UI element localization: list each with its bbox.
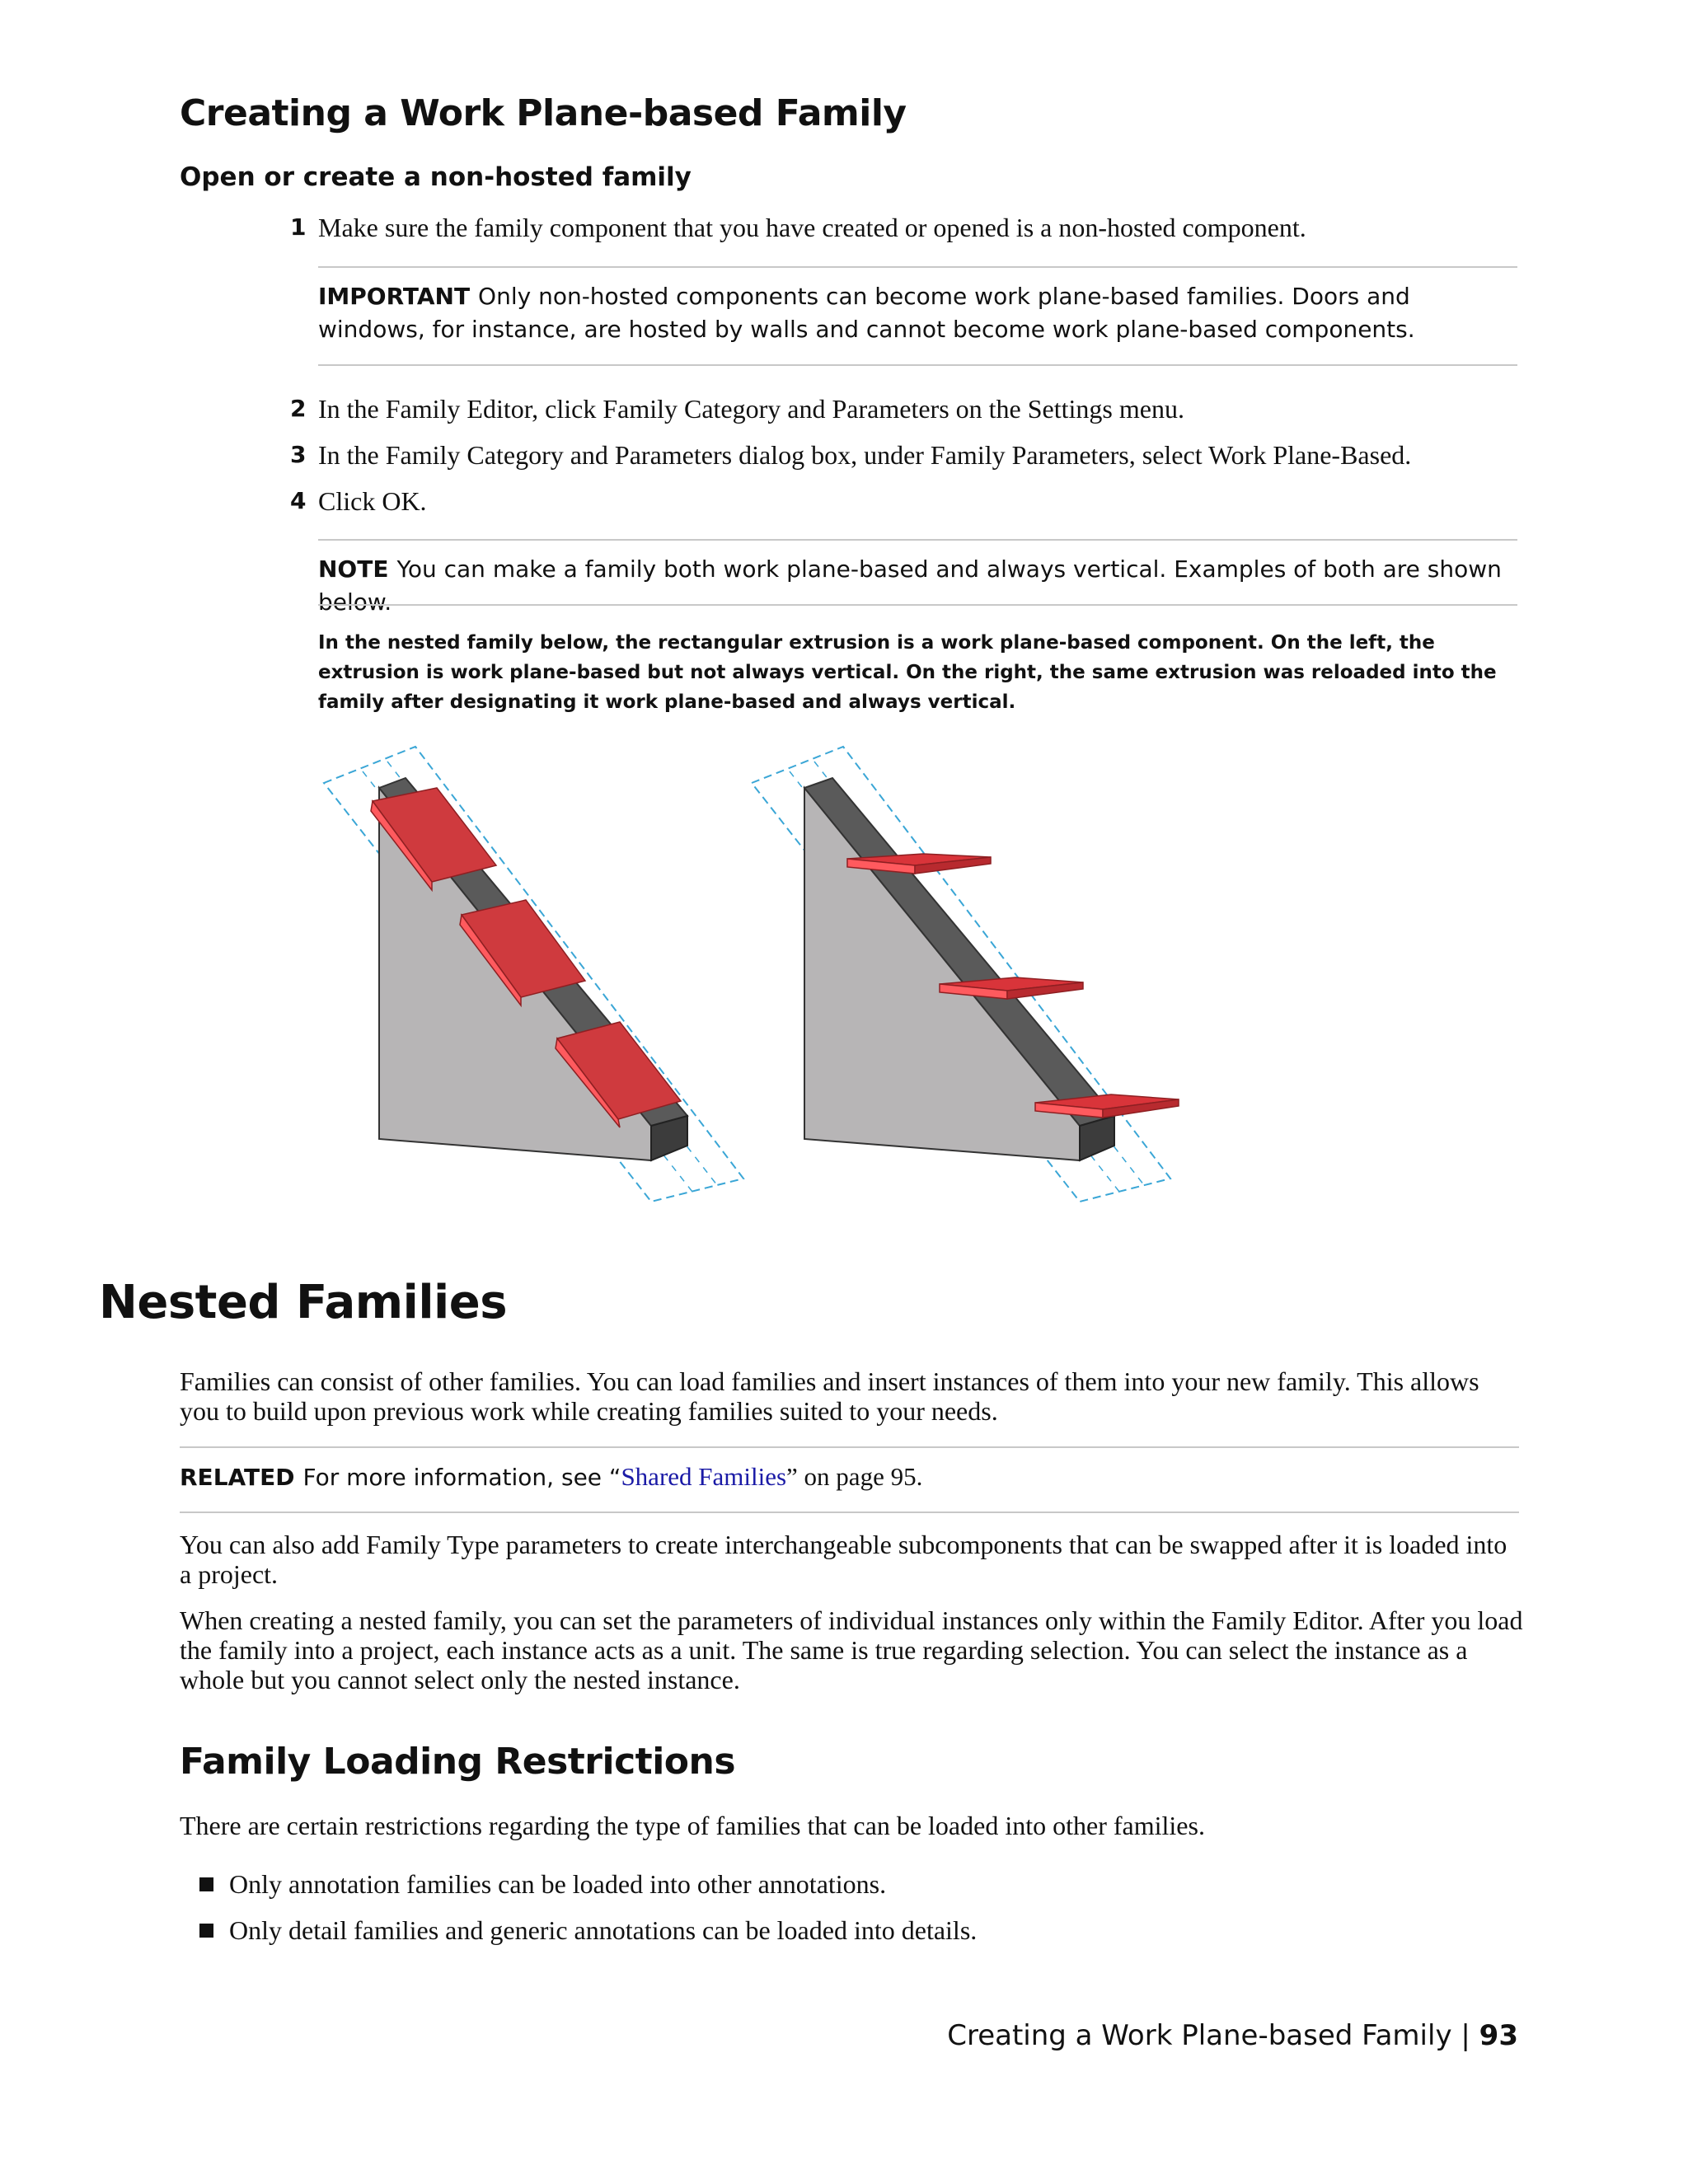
step-number: 1 xyxy=(290,213,307,241)
nested-para-3: When creating a nested family, you can set the parameters of individual instances only within the Family Editor. After you load the family into a project, each instance acts as a unit. The same is true regarding selection. You can select the instance as a whole but you cannot select only the nested instance. xyxy=(180,1605,1523,1694)
nested-families-title: Nested Families xyxy=(99,1276,508,1329)
related-label: RELATED xyxy=(180,1464,295,1491)
section-title: Creating a Work Plane-based Family xyxy=(180,92,907,134)
bullet-icon xyxy=(199,1877,213,1891)
bullet-icon xyxy=(199,1924,213,1938)
step-text: In the Family Category and Parameters dialog box, under Family Parameters, select Work Plane-Based. xyxy=(318,440,1412,470)
divider xyxy=(318,266,1517,268)
note-text: You can make a family both work plane-based and always vertical. Examples of both are shown below. xyxy=(318,555,1502,616)
step-text: Click OK. xyxy=(318,486,427,516)
nested-para-2: You can also add Family Type parameters to create interchangeable subcomponents that can be swapped after it is loaded into a project. xyxy=(180,1530,1507,1589)
step-number: 3 xyxy=(290,441,307,468)
list-item-text: Only annotation families can be loaded into other annotations. xyxy=(229,1869,887,1899)
divider xyxy=(318,604,1517,606)
divider xyxy=(318,364,1517,366)
step-2 xyxy=(290,394,1522,424)
note xyxy=(318,553,1517,619)
divider xyxy=(318,539,1517,541)
step-text: Make sure the family component that you have created or opened is a non-hosted component. xyxy=(318,213,1306,242)
footer-separator: | xyxy=(1461,2019,1470,2052)
footer-title: Creating a Work Plane-based Family xyxy=(947,2019,1452,2052)
related-suffix: ” on page 95. xyxy=(786,1462,923,1491)
related-prefix: For more information, see “ xyxy=(302,1464,621,1491)
right-model xyxy=(752,747,1179,1202)
step-number: 2 xyxy=(290,395,307,422)
restrictions-title: Family Loading Restrictions xyxy=(180,1741,736,1783)
step-1 xyxy=(290,213,1522,242)
step-3 xyxy=(290,440,1522,470)
section-subtitle: Open or create a non-hosted family xyxy=(180,162,692,192)
step-text: In the Family Editor, click Family Category and Parameters on the Settings menu. xyxy=(318,394,1184,424)
list-item xyxy=(229,1869,1515,1899)
related-note xyxy=(180,1460,1519,1494)
figure-caption: In the nested family below, the rectangular extrusion is a work plane-based component. On the left, the extrusion is work plane-based but not always vertical. On the right, the same extrusion was reloaded into the family after designating it work plane-based and always vertical. xyxy=(318,632,1497,713)
important-note xyxy=(318,280,1517,346)
figure-illustration xyxy=(313,733,1203,1212)
note-label: NOTE xyxy=(318,555,389,583)
divider xyxy=(180,1511,1519,1513)
left-model xyxy=(324,747,743,1202)
divider xyxy=(180,1446,1519,1448)
list-item xyxy=(229,1915,1515,1945)
step-number: 4 xyxy=(290,487,307,514)
important-text: Only non-hosted components can become work plane-based families. Doors and windows, for instance, are hosted by walls and cannot become work plane-based components. xyxy=(318,283,1415,343)
nested-para-1: Families can consist of other families. You can load families and insert instances of them into your new family. This allows you to build upon previous work while creating families suited to your needs. xyxy=(180,1366,1479,1426)
page-footer xyxy=(947,2019,1518,2052)
important-label: IMPORTANT xyxy=(318,283,471,310)
shared-families-link[interactable]: Shared Families xyxy=(621,1462,787,1491)
page-number: 93 xyxy=(1479,2019,1518,2052)
list-item-text: Only detail families and generic annotations can be loaded into details. xyxy=(229,1915,978,1945)
step-4 xyxy=(290,486,1522,516)
restrictions-intro: There are certain restrictions regarding the type of families that can be loaded into other families. xyxy=(180,1811,1205,1840)
